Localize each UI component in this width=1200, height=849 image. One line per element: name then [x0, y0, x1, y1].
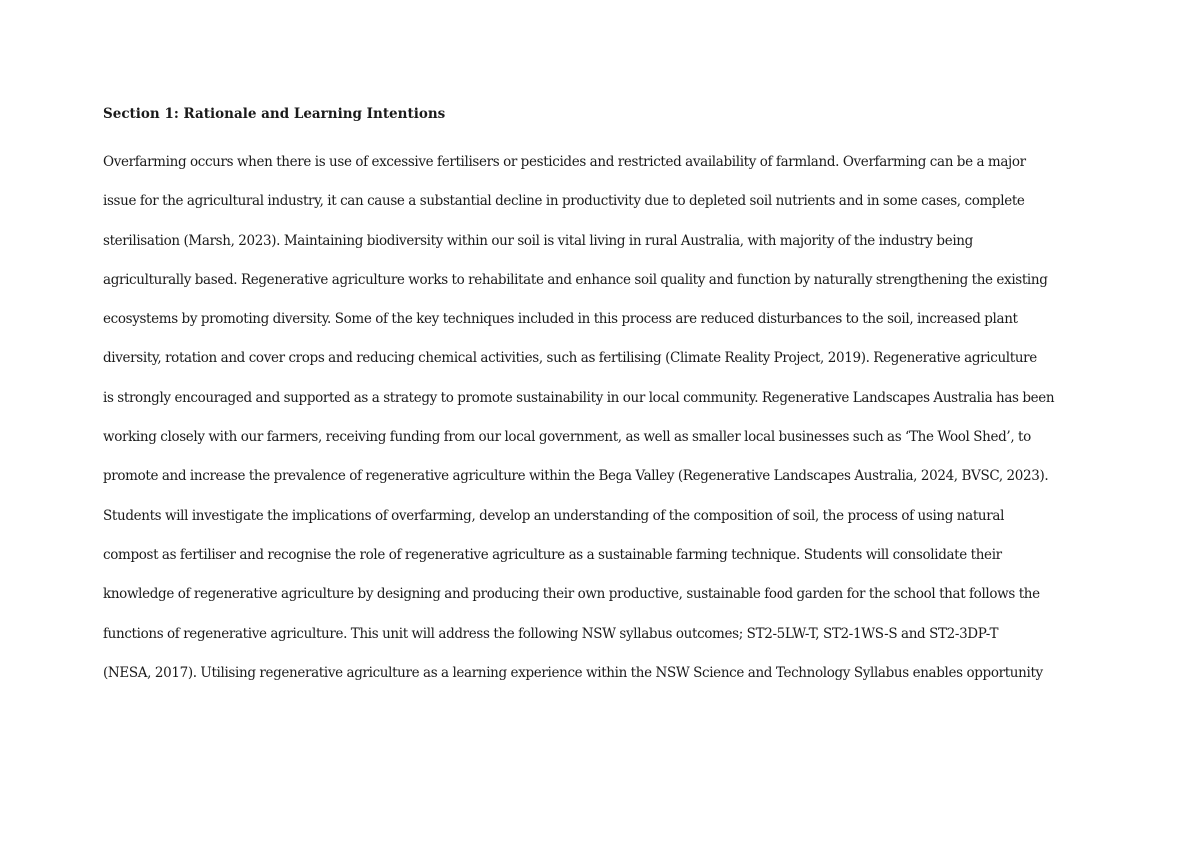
paragraph-line: agriculturally based. Regenerative agriculture works to rehabilitate and enhance soil quality and function by naturally strengthening the existing: [103, 271, 1048, 288]
paragraph-line: (NESA, 2017). Utilising regenerative agriculture as a learning experience within the NSW Science and Technology Syllabus enables opportunity: [103, 664, 1043, 681]
paragraph-line: compost as fertiliser and recognise the role of regenerative agriculture as a sustainable farming technique. Students will consolidate their: [103, 546, 1002, 563]
paragraph-line: ecosystems by promoting diversity. Some of the key techniques included in this process are reduced disturbances to the soil, increased plant: [103, 311, 1018, 328]
paragraph-line: diversity, rotation and cover crops and reducing chemical activities, such as fertilising (Climate Reality Project, 2019). Regenerative agriculture: [103, 350, 1037, 367]
paragraph-line: working closely with our farmers, receiving funding from our local government, as well as smaller local businesses such as ‘The Wool Shed’, to: [103, 429, 1031, 446]
paragraph-line: sterilisation (Marsh, 2023). Maintaining biodiversity within our soil is vital living in rural Australia, with majority of the industry being: [103, 232, 973, 249]
document-content: [103, 104, 1103, 693]
section-heading: Section 1: Rationale and Learning Intentions: [103, 106, 446, 122]
paragraph-line: Students will investigate the implications of overfarming, develop an understanding of the composition of soil, the process of using natural: [103, 507, 1005, 524]
paragraph-line: knowledge of regenerative agriculture by designing and producing their own productive, sustainable food garden for the school that follows the: [103, 586, 1040, 603]
paragraph-line: issue for the agricultural industry, it can cause a substantial decline in productivity due to depleted soil nutrients and in some cases, complete: [103, 193, 1025, 210]
paragraph-line: is strongly encouraged and supported as a strategy to promote sustainability in our local community. Regenerative Landscapes Australia has been: [103, 389, 1055, 406]
paragraph-line: functions of regenerative agriculture. This unit will address the following NSW syllabus outcomes; ST2-5LW-T, ST2-1WS-S and ST2-3DP-T: [103, 625, 999, 642]
paragraph-line: promote and increase the prevalence of regenerative agriculture within the Bega Valley (Regenerative Landscapes Australia, 2024, BVSC, 2023).: [103, 468, 1049, 485]
paragraph-line: Overfarming occurs when there is use of excessive fertilisers or pesticides and restricted availability of farmland. Overfarming can be a major: [103, 154, 1026, 170]
rationale-paragraph: [103, 143, 1103, 693]
